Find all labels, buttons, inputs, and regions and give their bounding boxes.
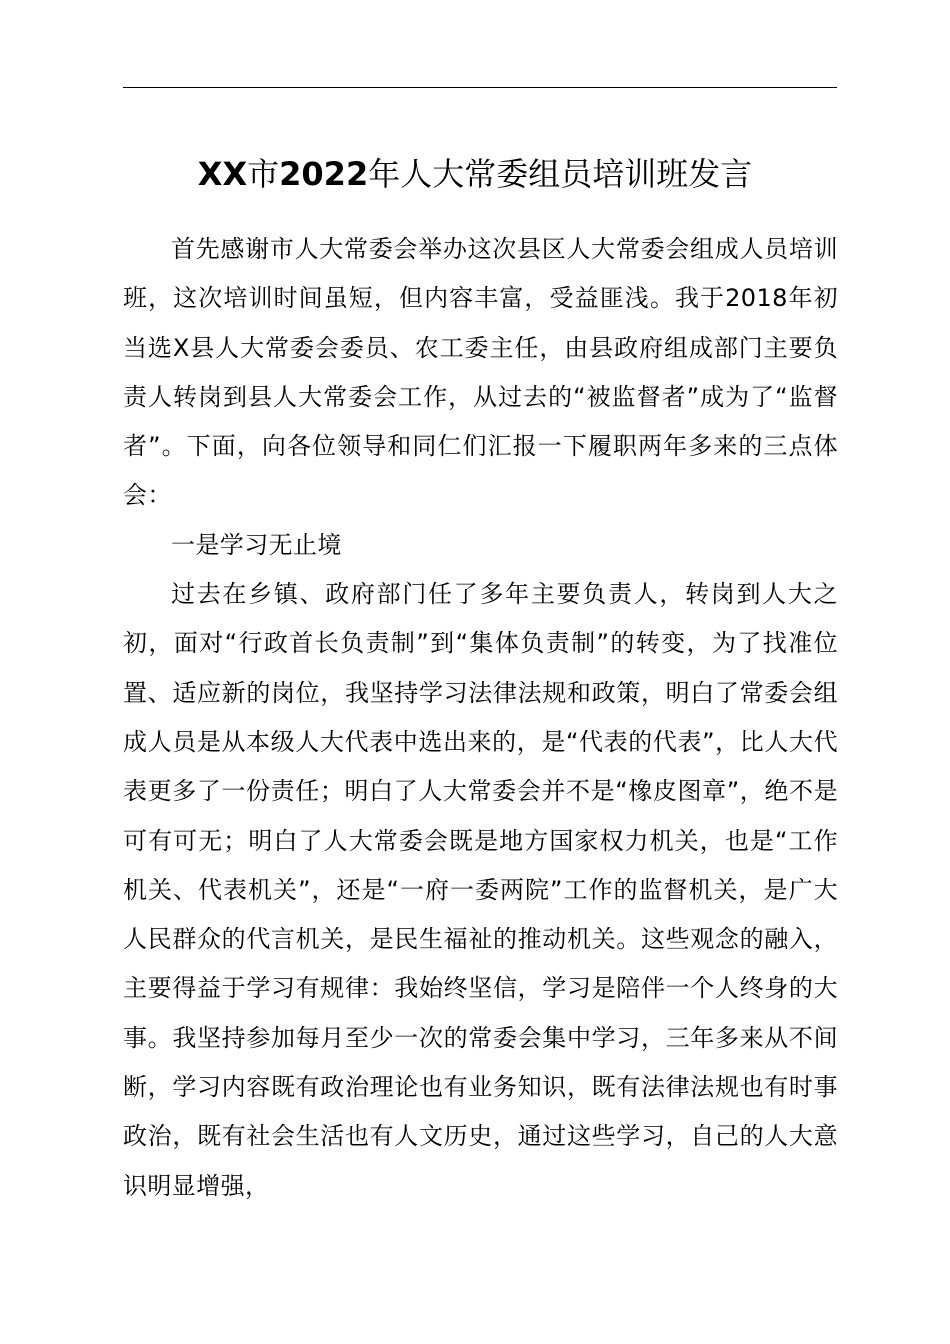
paragraph-intro: 首先感谢市人大常委会举办这次县区人大常委会组成人员培训班，这次培训时间虽短，但内容丰富，受益匪浅。我于2018年初当选X县人大常委会委员、农工委主任，由县政府组成部门主要负责人转岗到县人大常委会工作，从过去的“被监督者”成为了“监督者”。下面，向各位领导和同仁们汇报一下履职两年多来的三点体会： — [123, 235, 838, 510]
title-rest: 年人大常委组员培训班发言 — [368, 155, 753, 193]
section-heading-learning: 一是学习无止境 — [171, 530, 342, 559]
paragraph-learning: 过去在乡镇、政府部门任了多年主要负责人，转岗到人大之初，面对“行政首长负责制”到“集体负责制”的转变，为了找准位置、适应新的岗位，我坚持学习法律法规和政策，明白了常委会组成人员是从本级人大代表中选出来的，是“代表的代表”，比人大代表更多了一份责任；明白了人大常委会并不是“橡皮图章”，绝不是可有可无；明白了人大常委会既是地方国家权力机关，也是“工作机关、代表机关”，还是“一府一委两院”工作的监督机关，是广大人民群众的代言机关，是民生福祉的推动机关。这些观念的融入，主要得益于学习有规律：我始终坚信，学习是陪伴一个人终身的大事。我坚持参加每月至少一次的常委会集中学习，三年多来从不间断，学习内容既有政治理论也有业务知识，既有法律法规也有时事政治，既有社会生活也有人文历史，通过这些学习，自己的人大意识明显增强， — [123, 580, 838, 1200]
document-title — [0, 150, 950, 198]
title-year: 2022 — [279, 155, 369, 193]
title-city: 市 — [247, 155, 280, 193]
header-rule — [123, 87, 837, 88]
title-prefix: XX — [197, 155, 248, 193]
document-body — [123, 225, 838, 1211]
